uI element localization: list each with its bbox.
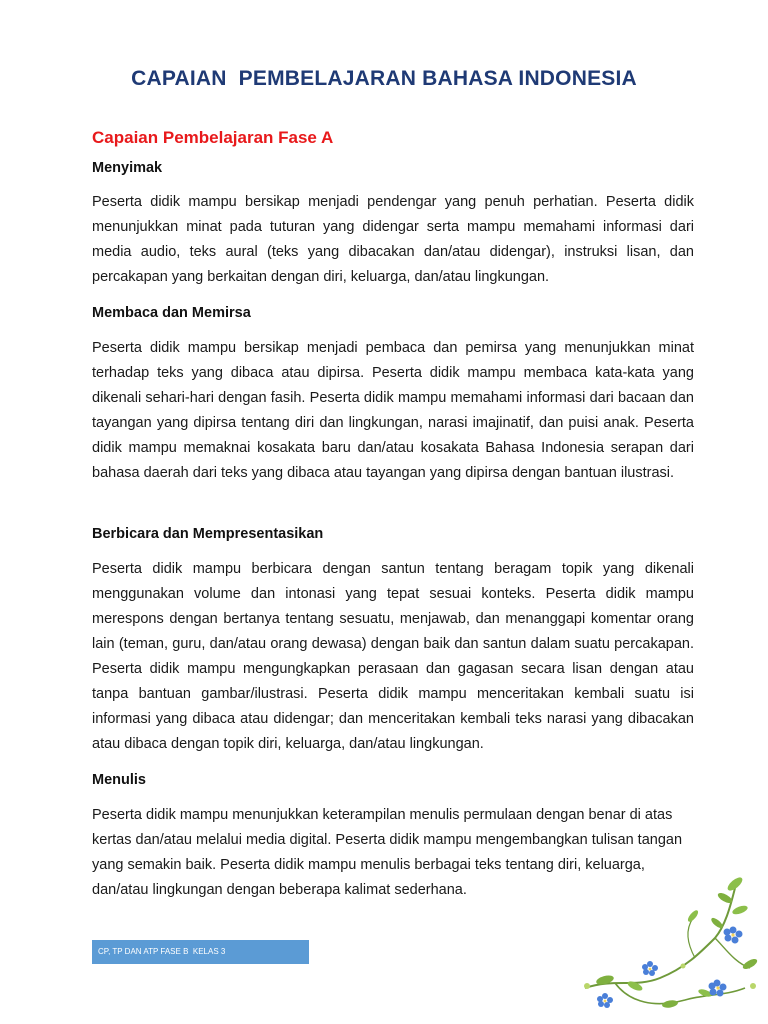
section-heading-berbicara: Berbicara dan Mempresentasikan xyxy=(92,526,324,542)
section-heading-menulis: Menulis xyxy=(92,772,146,788)
section-text-menulis: Peserta didik mampu menunjukkan keterampilan menulis permulaan dengan benar di atas kertas dan/atau melalui media digital. Peserta didik mampu mengembangkan tulisan tangan yang semakin baik. Peserta didik mampu menulis berbagai teks tentang diri, keluarga, dan/atau lingkungan dengan beberapa kalimat sederhana. xyxy=(92,807,683,898)
section-heading-membaca-memirsa: Membaca dan Memirsa xyxy=(92,305,251,321)
section-heading-menyimak: Menyimak xyxy=(92,160,163,176)
section-text-menyimak: Peserta didik mampu bersikap menjadi pendengar yang penuh perhatian. Peserta didik menunjukkan minat pada tuturan yang didengar serta mampu memahami informasi dari media audio, teks aural (teks yang dibacakan dan/atau didengar), instruksi lisan, dan percakapan yang berkaitan dengan diri, keluarga, dan/atau lingkungan. xyxy=(92,194,694,285)
section-text-berbicara: Peserta didik mampu berbicara dengan santun tentang beragam topik yang dikenali menggunakan volume dan intonasi yang tepat sesuai konteks. Peserta didik mampu merespons dengan bertanya tentang sesuatu, menjawab, dan menanggapi komentar orang lain (teman, guru, dan/atau orang dewasa) dengan baik dan santun dalam suatu percakapan. Peserta didik mampu mengungkapkan perasaan dan gagasan secara lisan dengan atau tanpa bantuan gambar/ilustrasi. Peserta didik mampu menceritakan kembali suatu isi informasi yang dibaca atau didengar; dan menceritakan kembali teks narasi yang dibacakan atau dibaca dengan topik diri, keluarga, dan/atau lingkungan. xyxy=(92,561,694,752)
flower-vine-icon xyxy=(575,868,765,1018)
section-text-membaca-memirsa: Peserta didik mampu bersikap menjadi pembaca dan pemirsa yang menunjukkan minat terhadap teks yang dibaca atau dipirsa. Peserta didik mampu membaca kata-kata yang dikenali sehari-hari dengan fasih. Peserta didik mampu memahami informasi dari bacaan dan tayangan yang dipirsa tentang diri dan lingkungan, narasi imajinatif, dan puisi anak. Peserta didik mampu memaknai kosakata baru dan/atau kosakata Bahasa Indonesia serapan dari bahasa daerah dari teks yang dibaca atau tayangan yang dipirsa dengan bantuan ilustrasi. xyxy=(92,340,694,481)
footer-label: CP, TP DAN ATP FASE B KELAS 3 xyxy=(92,940,309,964)
phase-heading: Capaian Pembelajaran Fase A xyxy=(92,128,334,147)
document-title: CAPAIAN PEMBELAJARAN BAHASA INDONESIA xyxy=(131,67,637,90)
